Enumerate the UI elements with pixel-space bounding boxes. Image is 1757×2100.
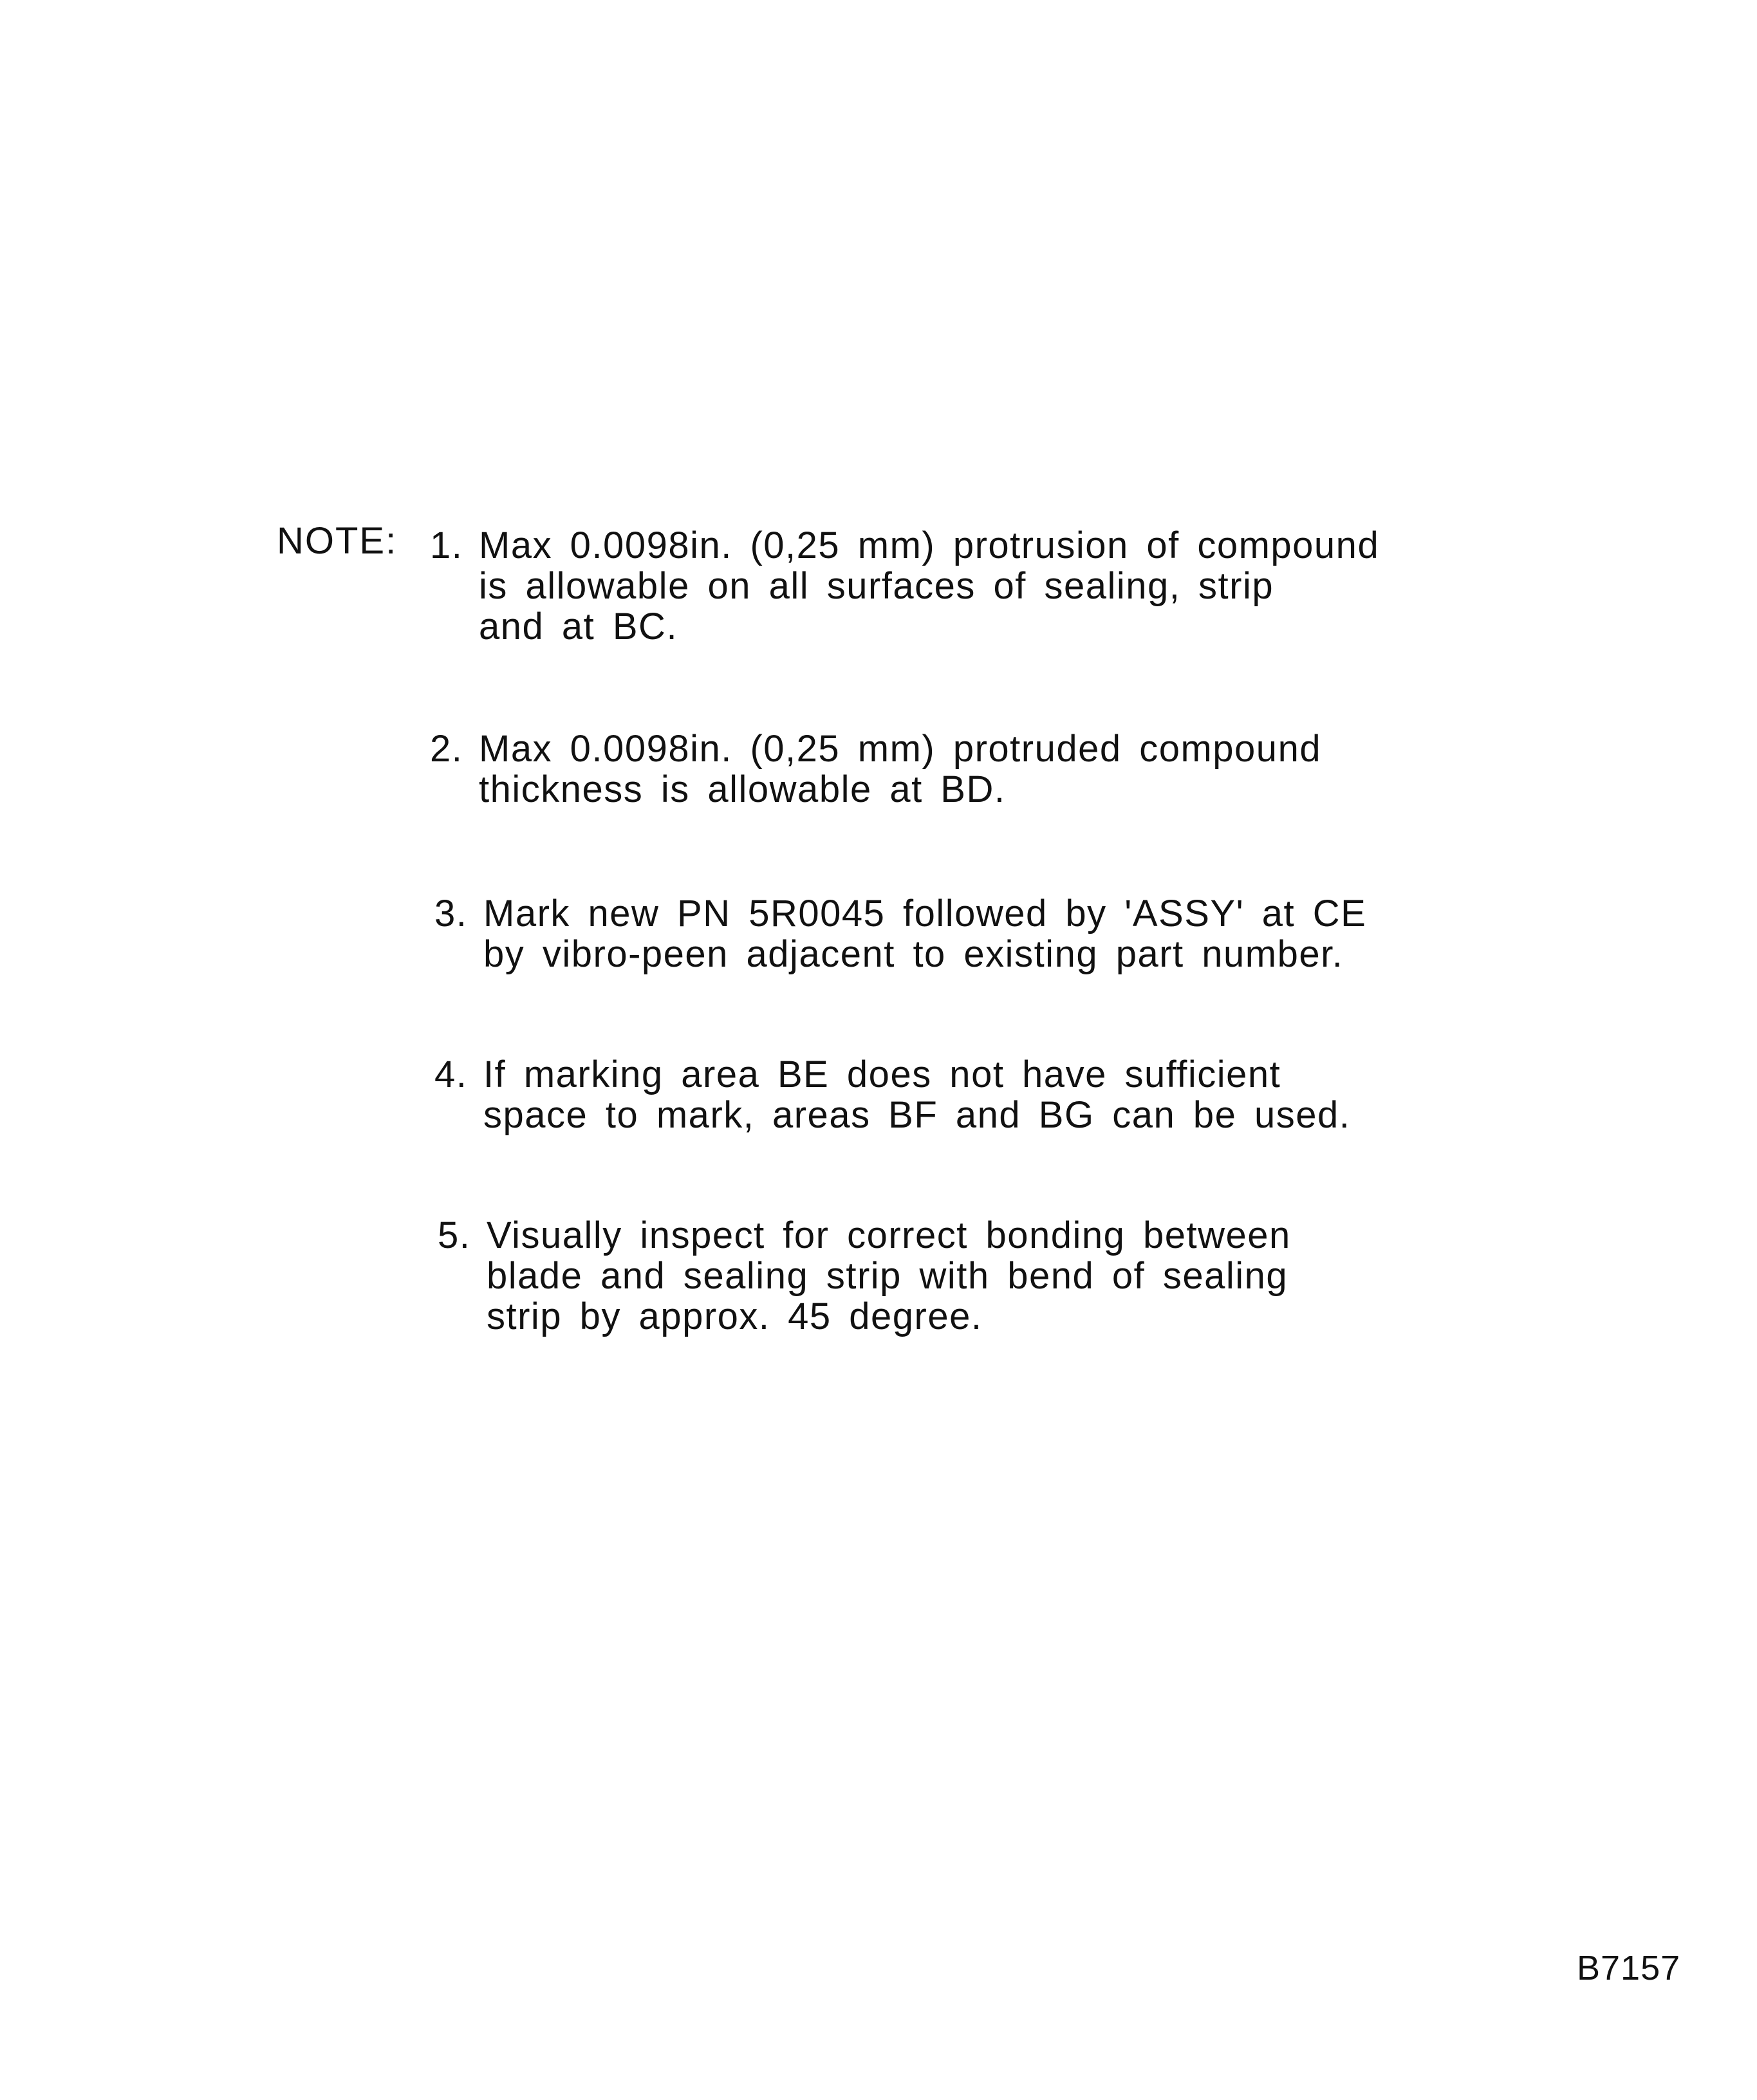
document-code: B7157 bbox=[1577, 1949, 1681, 1987]
note-item-text bbox=[487, 1215, 1291, 1337]
note-line: is allowable on all surfaces of sealing, strip bbox=[479, 565, 1274, 607]
note-line: space to mark, areas BF and BG can be used. bbox=[483, 1094, 1351, 1136]
note-line: Max 0.0098in. (0,25 mm) protrusion of compound bbox=[479, 525, 1380, 566]
note-line: by vibro-peen adjacent to existing part number. bbox=[483, 933, 1344, 975]
note-item-text bbox=[483, 893, 1366, 974]
note-line: Visually inspect for correct bonding between bbox=[487, 1214, 1291, 1256]
note-line: thickness is allowable at BD. bbox=[479, 768, 1006, 810]
note-line: blade and sealing strip with bend of sealing bbox=[487, 1255, 1288, 1297]
note-line: and at BC. bbox=[479, 606, 678, 647]
note-item-number: 3. bbox=[434, 893, 468, 934]
note-line: Max 0.0098in. (0,25 mm) protruded compound bbox=[479, 728, 1322, 770]
note-line: If marking area BE does not have sufficient bbox=[483, 1054, 1281, 1095]
note-item-text bbox=[479, 525, 1379, 647]
note-label: NOTE: bbox=[277, 520, 398, 562]
note-line: strip by approx. 45 degree. bbox=[487, 1296, 983, 1337]
note-line: Mark new PN 5R0045 followed by 'ASSY' at CE bbox=[483, 893, 1367, 934]
note-item-number: 1. bbox=[430, 525, 463, 566]
note-item-number: 2. bbox=[430, 728, 463, 770]
note-item-text bbox=[483, 1054, 1350, 1135]
note-item-number: 4. bbox=[434, 1054, 468, 1095]
note-item-text bbox=[479, 729, 1321, 810]
note-item-number: 5. bbox=[438, 1214, 471, 1256]
